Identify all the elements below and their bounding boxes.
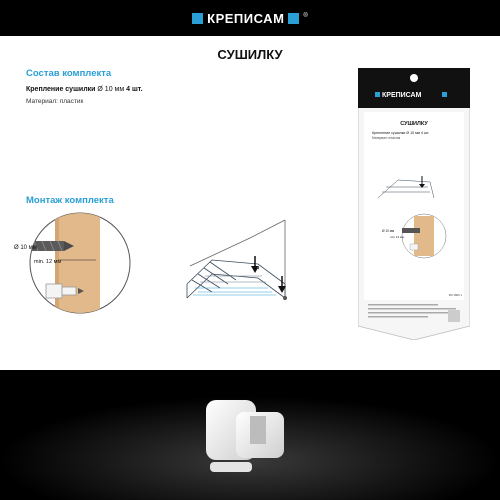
registered-mark: ® [303,12,308,19]
mounting-diagram [0,208,330,338]
drill-diameter-label: Ø 10 мм [14,245,37,251]
hang-hole-icon [410,74,418,82]
kit-item-size: Ø 10 мм [97,86,125,93]
package-code: КМ 1809 1 [448,293,462,297]
kit-item-qty: 4 шт. [126,86,143,93]
logo-square-icon [288,13,299,24]
product-photo-image [0,370,500,500]
brand-header [0,0,500,36]
package-drill: Ø 10 мм [382,229,395,233]
dryer-rack-illustration [187,220,287,300]
kit-material: Материал: пластик [26,98,84,105]
kit-item-name: Крепление сушилки [26,86,96,93]
kit-heading: Состав комплекта [26,68,112,79]
drill-detail-circle [14,208,130,328]
package-title: СУШИЛКУ [400,121,428,127]
package-material: Материал: пластик [372,136,401,140]
kit-item [26,86,143,93]
product-photo [0,370,500,500]
logo-square-icon [192,13,203,24]
package-depth: min. 12 мм [390,235,404,239]
product-package [358,68,470,340]
page-title: СУШИЛКУ [217,47,283,62]
package-brand: КРЕПИСАМ [382,92,422,99]
arrow-down-icon [251,256,259,273]
qr-code-icon [448,310,460,322]
mount-heading: Монтаж комплекта [26,195,114,206]
brand-logo [192,11,308,26]
drill-depth-label: min. 12 мм [34,259,62,265]
package-item: Крепление сушилки Ø 10 мм 4 шт. [372,131,430,135]
brand-name: КРЕПИСАМ [207,10,285,26]
